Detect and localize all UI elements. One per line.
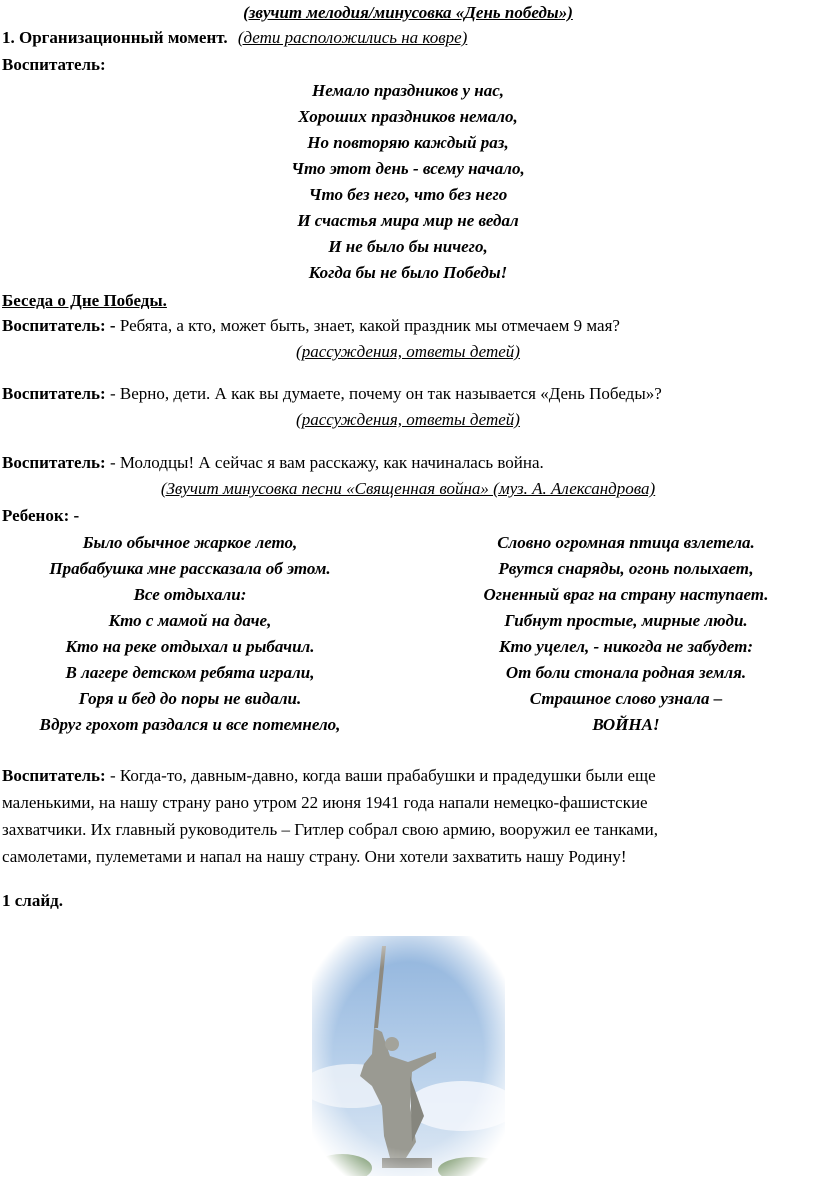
dialog-line	[2, 453, 544, 473]
dialog-line	[2, 316, 620, 336]
poem-line: Хороших праздников немало,	[298, 107, 518, 126]
dialog-text: Ребята, а кто, может быть, знает, какой праздник мы отмечаем 9 мая?	[115, 316, 620, 335]
poem-line: Словно огромная птица взлетела.	[497, 533, 755, 552]
poem-line: Рвутся снаряды, огонь полыхает,	[498, 559, 754, 578]
poem-line: Огненный враг на страну наступает.	[483, 585, 769, 604]
poem-line: В лагере детском ребята играли,	[65, 663, 315, 682]
dialog-speaker: Воспитатель:	[2, 453, 106, 472]
poem-line: Немало праздников у нас,	[312, 81, 504, 100]
poem-line: Было обычное жаркое лето,	[82, 533, 298, 552]
dialog-speaker: Воспитатель:	[2, 384, 106, 403]
statue-photo	[312, 936, 505, 1176]
section-note: (дети расположились на ковре)	[237, 28, 468, 47]
story-line: самолетами, пулеметами и напал на нашу страну. Они хотели захватить нашу Родину!	[2, 847, 627, 866]
poem-line: И счастья мира мир не ведал	[297, 211, 519, 230]
music-note: (Звучит минусовка песни «Священная война» (муз. А. Александрова)	[160, 479, 656, 498]
poem-line: Кто на реке отдыхал и рыбачил.	[65, 637, 315, 656]
poem-line: Страшное слово узнала –	[529, 689, 723, 708]
slide-label: 1 слайд.	[2, 891, 63, 910]
poem-line: И не было бы ничего,	[328, 237, 488, 256]
motherland-calls-statue-icon	[312, 936, 505, 1176]
poem-line: ВОЙНА!	[592, 715, 660, 734]
dialog-speaker: Воспитатель: -	[2, 316, 116, 335]
poem-line: Все отдыхали:	[133, 585, 247, 604]
poem-line: Что этот день - всему начало,	[291, 159, 525, 178]
child-speaker: Ребенок: -	[2, 506, 80, 525]
dialog-text: - Верно, дети. А как вы думаете, почему он так называется «День Победы»?	[105, 384, 662, 403]
poem-line: Прабабушка мне рассказала об этом.	[49, 559, 331, 578]
poem-line: Горя и бед до поры не видали.	[78, 689, 302, 708]
poem-line: Но повторяю каждый раз,	[307, 133, 509, 152]
dialog-text: - Молодцы! А сейчас я вам расскажу, как начиналась война.	[105, 453, 544, 472]
section-title: 1. Организационный момент.	[2, 28, 228, 47]
poem-line: От боли стонала родная земля.	[505, 663, 747, 682]
dialog-note: (рассуждения, ответы детей)	[296, 342, 520, 361]
music-note: (звучит мелодия/минусовка «День победы»)	[243, 3, 573, 22]
poem-line: Кто с мамой на даче,	[108, 611, 272, 630]
poem-line: Кто уцелел, - никогда не забудет:	[499, 637, 753, 656]
story-line: захватчики. Их главный руководитель – Гитлер собрал свою армию, вооружил ее танками,	[2, 820, 658, 839]
poem-line: Когда бы не было Победы!	[308, 263, 508, 282]
dialog-line	[2, 384, 662, 404]
conversation-title: Беседа о Дне Победы.	[2, 291, 167, 310]
dialog-note: (рассуждения, ответы детей)	[296, 410, 520, 429]
story-line: маленькими, на нашу страну рано утром 22 июня 1941 года напали немецко-фашистские	[2, 793, 648, 812]
story-text: - Когда-то, давным-давно, когда ваши прабабушки и прадедушки были еще	[105, 766, 656, 785]
section-heading	[2, 28, 467, 48]
speaker-label: Воспитатель:	[2, 55, 106, 74]
poem-line: Что без него, что без него	[308, 185, 508, 204]
poem-line: Вдруг грохот раздался и все потемнело,	[39, 715, 341, 734]
story-speaker: Воспитатель:	[2, 766, 106, 785]
poem-line: Гибнут простые, мирные люди.	[504, 611, 748, 630]
story-line	[2, 766, 656, 786]
